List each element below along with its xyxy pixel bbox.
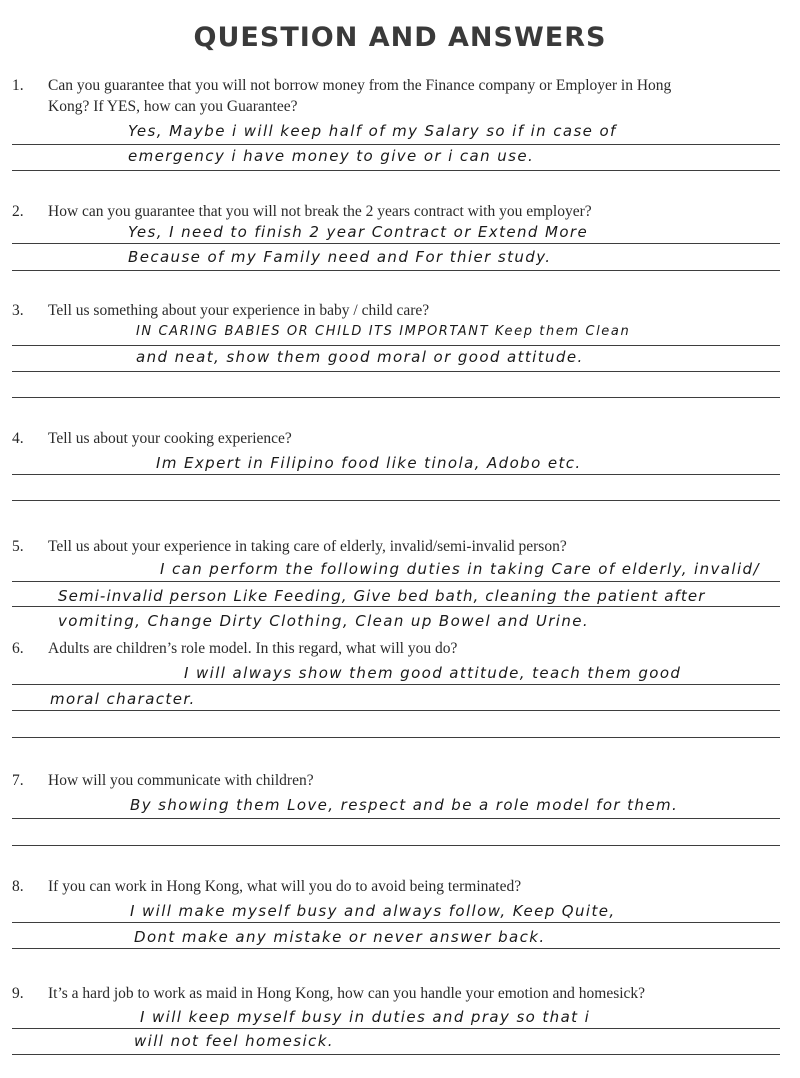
answer-line: emergency i have money to give or i can use. (128, 147, 535, 165)
answer-line: Yes, Maybe i will keep half of my Salary so if in case of (128, 122, 617, 140)
answer-rule (12, 243, 780, 244)
answer-rule (12, 845, 780, 846)
question-number: 2. (12, 203, 24, 220)
answer-rule (12, 397, 780, 398)
question-number: 5. (12, 538, 24, 555)
question-number: 1. (12, 77, 24, 94)
answer-rule (12, 144, 780, 145)
answer-rule (12, 606, 780, 607)
question-text: Tell us about your experience in taking care of elderly, invalid/semi-invalid person? (48, 538, 567, 555)
answer-rule (12, 270, 780, 271)
question-text-continued: Kong? If YES, how can you Guarantee? (48, 98, 298, 115)
answer-line: Yes, I need to finish 2 year Contract or Extend More (128, 223, 589, 241)
question-text: It’s a hard job to work as maid in Hong Kong, how can you handle your emotion and homesick? (48, 985, 646, 1002)
question-text: If you can work in Hong Kong, what will you do to avoid being terminated? (48, 878, 522, 895)
question-number: 4. (12, 430, 24, 447)
answer-rule (12, 710, 780, 711)
question-text: Tell us about your cooking experience? (48, 430, 292, 447)
question-number: 8. (12, 878, 24, 895)
question-number: 7. (12, 772, 24, 789)
answer-line: and neat, show them good moral or good attitude. (136, 348, 584, 366)
question-text: How can you guarantee that you will not break the 2 years contract with you employer? (48, 203, 592, 220)
question-text: Adults are children’s role model. In this regard, what will you do? (48, 640, 458, 657)
answer-rule (12, 818, 780, 819)
answer-rule (12, 500, 780, 501)
answer-line: By showing them Love, respect and be a role model for them. (130, 796, 679, 814)
question-text: Tell us something about your experience in baby / child care? (48, 302, 430, 319)
answer-rule (12, 170, 780, 171)
answer-line: vomiting, Change Dirty Clothing, Clean up Bowel and Urine. (58, 612, 590, 630)
answer-line: IN CARING BABIES OR CHILD ITS IMPORTANT Keep them Clean (136, 324, 631, 339)
answer-line: I can perform the following duties in taking Care of elderly, invalid/ (160, 560, 760, 578)
answer-line: I will always show them good attitude, teach them good (184, 664, 682, 682)
page-title: QUESTION AND ANSWERS (193, 22, 607, 53)
answer-rule (12, 1028, 780, 1029)
answer-line: I will make myself busy and always follow, Keep Quite, (130, 902, 616, 920)
answer-line: Because of my Family need and For thier study. (128, 248, 552, 266)
answer-rule (12, 345, 780, 346)
question-text: How will you communicate with children? (48, 772, 314, 789)
answer-rule (12, 922, 780, 923)
answer-line: I will keep myself busy in duties and pray so that i (140, 1008, 591, 1026)
answer-rule (12, 948, 780, 949)
answer-line: will not feel homesick. (134, 1032, 334, 1050)
question-number: 9. (12, 985, 24, 1002)
answer-line: Im Expert in Filipino food like tinola, Adobo etc. (156, 454, 582, 472)
answer-line: Dont make any mistake or never answer back. (134, 928, 546, 946)
answer-rule (12, 581, 780, 582)
question-number: 3. (12, 302, 24, 319)
answer-line: moral character. (50, 690, 196, 708)
question-text: Can you guarantee that you will not borrow money from the Finance company or Employer in Hong (48, 77, 672, 94)
answer-rule (12, 474, 780, 475)
answer-line: Semi-invalid person Like Feeding, Give bed bath, cleaning the patient after (58, 587, 706, 605)
answer-rule (12, 371, 780, 372)
answer-rule (12, 684, 780, 685)
answer-rule (12, 1054, 780, 1055)
answer-rule (12, 737, 780, 738)
question-number: 6. (12, 640, 24, 657)
